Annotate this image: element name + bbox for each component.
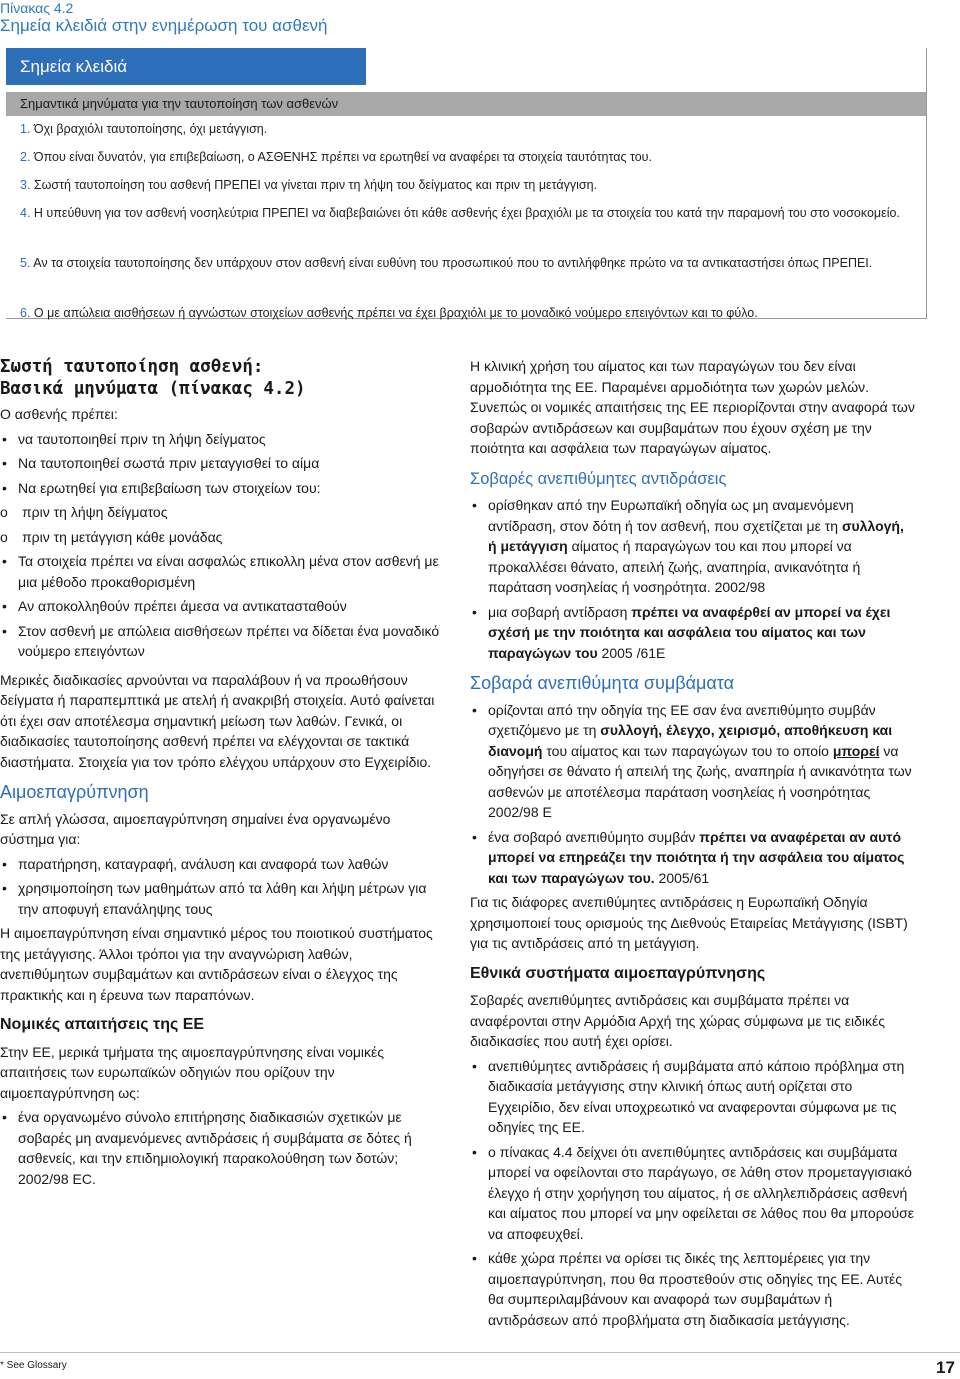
list-item: 2. Όπου είναι δυνατόν, για επιβεβαίωση, ο ΑΣΘΕΝΗΣ πρέπει να ερωτηθεί να αναφέρει τα στοιχεία ταυτότητας του. xyxy=(20,150,652,164)
list-item: • ορίσθηκαν από την Ευρωπαϊκή οδηγία ως μη αναμενόμενη αντίδραση, στον δότη ή τον ασθενή, που σχετίζεται με τη συλλογή, ή μετάγγιση αίματος ή παραγώγων του και που μπορεί να προκαλλέσει θάνατο, απειλή ζωής, αναπηρία, ανικανότητα ή παράταση νοσηλείας ή νοσηρότητα. 2002/98 xyxy=(470,495,915,598)
paragraph: Μερικές διαδικασίες αρνούνται να παραλάβουν ή να προωθήσουν δείγματα ή παραπεμπτικά με ατελή ή ανακριβή στοιχεία. Αυτό φαίνεται ότι έχει σαν αποτέλεσμα σημαντική μείωση των λαθών. Γενικά, οι διαδικασίες ταυτοποίησης ασθενή πρέπει να ελέγχονται σε τακτικά διαστήματα. Στοιχεία για τον τρόπο ελέγχου υπάρχουν στο Εγχειρίδιο. xyxy=(0,671,435,770)
paragraph: Για τις διάφορες ανεπιθύμητες αντιδράσεις η Ευρωπαϊκή Οδηγία χρησιμοποιεί τους ορισμούς της Διεθνούς Εταιρείας Μετάγγισης (ISBT) για τις αντιδράσεις από τη μετάγγιση. xyxy=(470,894,908,951)
footer-rule xyxy=(0,1352,960,1353)
bullet-list xyxy=(0,1107,445,1189)
list-item: 1. Όχι βραχιόλι ταυτοποίησης, όχι μετάγγιση. xyxy=(20,122,268,136)
section-heading: Σωστή ταυτοποίηση ασθενή: Βασικά μηνύματα (πίνακας 4.2) xyxy=(0,357,306,399)
list-item: 5. Αν τα στοιχεία ταυτοποίησης δεν υπάρχουν στον ασθενή είναι ευθύνη του προσωπικού που το αντιλήφθηκε πρώτο να τα αντικαταστήσει όπως ΠΡΕΠΕΙ. xyxy=(20,256,873,270)
list-item: 3. Σωστή ταυτοποίηση του ασθενή ΠΡΕΠΕΙ να γίνεται πριν τη λήψη του δείγματος και πριν τη μετάγγιση. xyxy=(20,178,598,192)
list-item: 6. Ο με απώλεια αισθήσεων ή αγνώστων στοιχείων ασθενής πρέπει να έχει βραχιόλι με το μοναδικό νούμερο επειγόντων και το φύλο. xyxy=(20,306,758,320)
bullet-list xyxy=(470,495,915,663)
paragraph: Σοβαρές ανεπιθύμητες αντιδράσεις και συμβάματα πρέπει να αναφέρονται στην Αρμόδια Αρχή της χώρας σύμφωνα με τις ειδικές διαδικασίες που αυτή έχει ορίσει. xyxy=(470,992,885,1049)
bullet-list xyxy=(0,429,445,662)
list-item: • Να ταυτοποιηθεί σωστά πριν μεταγγισθεί το αίμα xyxy=(0,453,445,474)
list-item: • μια σοβαρή αντίδραση πρέπει να αναφέρθεί αν μπορεί να έχει σχέσή με την ποιότητα και ασφάλεια του αίματος και των παραγώγων του 2005 /61Ε xyxy=(470,602,915,664)
left-column xyxy=(0,356,445,1193)
paragraph: Σε απλή γλώσσα, αιμοεπαγρύπνηση σημαίνει ένα οργανωμένο σύστημα για: xyxy=(0,810,391,847)
key-points-header-text: Σημαντικά μηνύματα για την ταυτοποίηση των ασθενών xyxy=(20,96,339,111)
paragraph: Η αιμοεπαγρύπνηση είναι σημαντικό μέρος του ποιοτικού συστήματος της μετάγγισης. Άλλοι τρόποι για την αναγνώριση λαθών, ανεπιθύμητων συμβαμάτων και αντιδράσεων είναι ο έλεγχος της πρακτικής και η έρευνα των παραπόνων. xyxy=(0,925,433,1003)
section-heading: Εθνικά συστήματα αιμοεπαγρύπνησης xyxy=(470,964,766,982)
list-item: • Αν αποκολληθούν πρέπει άμεσα να αντικατασταθούν xyxy=(0,596,445,617)
list-item: 4. Η υπεύθυνη για τον ασθενή νοσηλεύτρια ΠΡΕΠΕΙ να διαβεβαιώνει ότι κάθε ασθενής έχει βραχιόλι με τα στοιχεία του κατά την παραμονή του στο νοσοκομείο. xyxy=(20,206,900,220)
paragraph: Στην ΕΕ, μερικά τμήματα της αιμοεπαγρύπνησης είναι νομικές απαιτήσεις των ευρωπαϊκών οδηγιών που ορίζουν την αιμοεπαγρύπνηση ως: xyxy=(0,1043,385,1101)
sub-list-item: o πριν τη μετάγγιση κάθε μονάδας xyxy=(0,528,223,545)
list-item: • ένα σοβαρό ανεπιθύμητο συμβάν πρέπει να αναφέρεται αν αυτό μπορεί να επηρεάζει την ποιότητα ή την ασφάλεια του αίματος και των παραγώγων του. 2005/61 xyxy=(470,827,915,889)
section-heading: Σοβαρές ανεπιθύμητες αντιδράσεις xyxy=(470,469,727,488)
list-item: • χρησιμοποίηση των μαθημάτων από τα λάθη και λήψη μέτρων για την αποφυγή επανάληψης τους xyxy=(0,878,445,919)
table-label: Πίνακας 4.2 xyxy=(0,0,74,16)
section-heading: Αιμοεπαγρύπνηση xyxy=(0,782,149,802)
list-item: • Τα στοιχεία πρέπει να είναι ασφαλώς επικολλη μένα στον ασθενή με μια μέθοδο προκαθορισμένη xyxy=(0,551,445,592)
footnote: * See Glossary xyxy=(0,1360,67,1371)
list-item: • ανεπιθύμητες αντιδράσεις ή συμβάματα από κάποιο πρόβλημα στη διαδικασία μετάγγισης στην κλινική όπως αυτή ορίζεται στο Εγχειρίδιο, δεν είναι υποχρεωτικό να αναφερονται σύμφωνα με τις οδηγίες της ΕΕ. xyxy=(470,1056,915,1138)
paragraph: Η κλινική χρήση του αίματος και των παραγώγων του δεν είναι αρμοδιότητα της ΕΕ. Παραμένει αρμοδιότητα των χωρών μελών. Συνεπώς οι νομικές απαιτήσεις της ΕΕ περιορίζονται στην αναφορά των σοβαρών αντιδράσεων και συμβαμάτων που έχουν σχέση με την ποιότητα και ασφάλεια των παραγώγων αίματος. xyxy=(470,358,915,456)
table-title: Σημεία κλειδιά στην ενημέρωση του ασθενή xyxy=(0,16,328,35)
sub-list-item: o πριν τη λήψη δείγματος xyxy=(0,504,168,520)
list-item: • να ταυτοποιηθεί πριν τη λήψη δείγματος xyxy=(0,429,445,450)
key-points-tab-label: Σημεία κλειδιά xyxy=(20,57,128,76)
list-item: • ορίζονται από την οδηγία της ΕΕ σαν ένα ανεπιθύμητο συμβάν σχετιζόμενο με τη συλλογή, έλεγχο, χειρισμό, αποθήκευση και διανομή του αίματος και των παραγώγων του το οποίο μπορεί να οδηγήσει σε θάνατο ή απειλή της ζωής, αναπηρία ή ανικανότητα των ασθενών με αποτέλεσμα παράταση νοσηλείας ή νοσηρότητας 2002/98 Ε xyxy=(470,700,915,823)
intro-text: Ο ασθενής πρέπει: xyxy=(0,406,118,422)
bullet-list xyxy=(470,1056,915,1331)
bullet-list xyxy=(0,854,445,920)
list-item: • παρατήρηση, καταγραφή, ανάλυση και αναφορά των λαθών xyxy=(0,854,445,875)
page-number: 17 xyxy=(936,1358,955,1377)
key-points-header xyxy=(6,92,926,116)
key-points-tab xyxy=(6,48,366,85)
right-column xyxy=(470,356,915,1334)
list-item: • ο πίνακας 4.4 δείχνει ότι ανεπιθύμητες αντιδράσεις και συμβάματα μπορεί να οφείλονται στο παράγωγο, σε λάθη στον προμεταγγισιακό έλεγχο ή στην χορήγηση του αίματος, ή σε αλληλεπιδράσεις ασθενή και αίματος που μπορεί να μην οφείλεται σε λάθος που θα μπορούσε να αποφευχθεί. xyxy=(470,1142,915,1245)
list-item: • Στον ασθενή με απώλεια αισθήσεων πρέπει να δίδεται ένα μοναδικό νούμερο επειγόντων xyxy=(0,621,445,662)
bullet-list xyxy=(470,700,915,889)
list-item: • Να ερωτηθεί για επιβεβαίωση των στοιχείων του: xyxy=(0,478,445,499)
section-heading: Νομικές απαιτήσεις της ΕΕ xyxy=(0,1016,205,1033)
list-item: • κάθε χώρα πρέπει να ορίσει τις δικές της λεπτομέρειες για την αιμοεπαγρύπνηση, που θα προστεθούν στις οδηγίες της ΕΕ. Αυτές θα συμπεριλαμβάνουν και αναφορά των συμβαμάτων ή αντιδράσεων από προβλήματα στη διαδικασία μετάγγισης. xyxy=(470,1248,915,1330)
list-item: • ένα οργανωμένο σύνολο επιτήρησης διαδικασιών σχετικών με σοβαρές μη αναμενόμενες αντιδράσεις ή συμβάματα σε δότες ή ασθενείς, και την επιδημιολογική παρακολούθηση των δοτών; 2002/98 EC. xyxy=(0,1107,445,1189)
section-heading: Σοβαρά ανεπιθύμητα συμβάματα xyxy=(470,673,735,693)
